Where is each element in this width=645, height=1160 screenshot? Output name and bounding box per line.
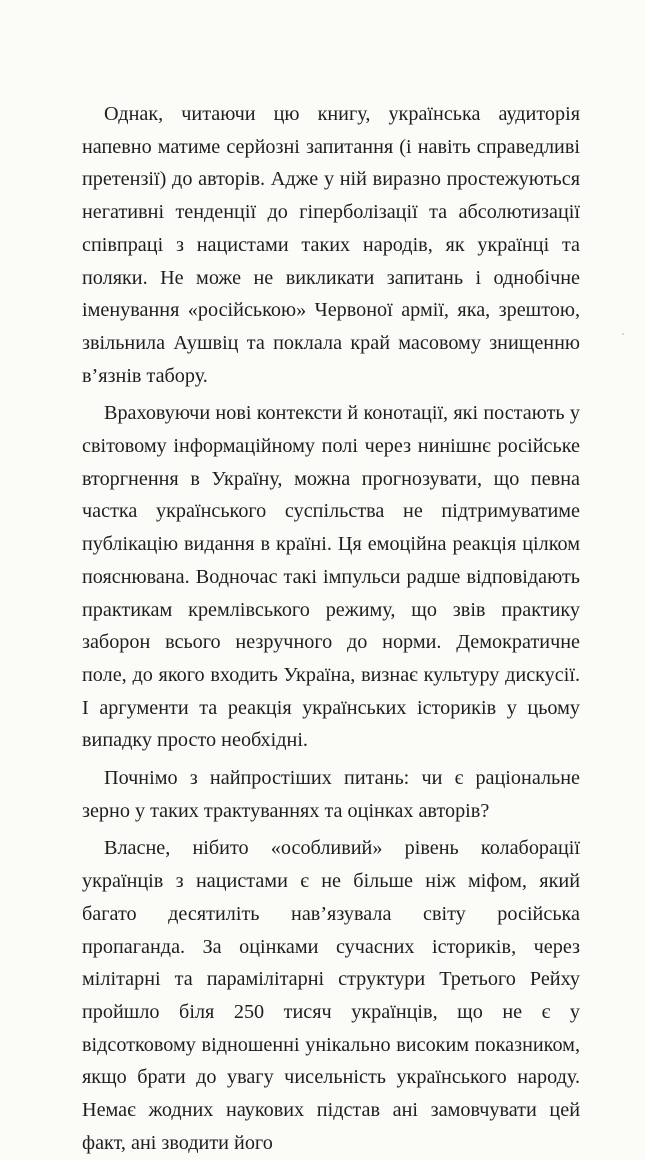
page-speck — [622, 333, 624, 335]
paragraph-1: Однак, читаючи цю книгу, українська аудиторія напевно матиме серйозні запитання (і навіть справедливі претензії) до авторів. Адже у ній виразно простежуються негативні тенденції до гіперболізації та абсолютизації співпраці з нацистами таких народів, як українці та поляки. Не може не викликати запитань і однобічне іменування «російською» Червоної армії, яка, зрештою, звільнила Аушвіц та поклала край масовому знищенню в’язнів табору. — [82, 103, 580, 387]
paragraph-4: Власне, нібито «особливий» рівень колаборації українців з нацистами є не більше ніж міфом, який багато десятиліть нав’язувала світу російська пропаганда. За оцінками сучасних істориків, через мілітарні та парамілітарні структури Третього Рейху пройшло біля 250 тисяч українців, що не є у відсотковому відношенні унікально високим показником, якщо брати до увагу чисельність українського народу. Немає жодних наукових підстав ані замовчувати цей факт, ані зводити його — [82, 837, 580, 1154]
book-page-text — [82, 98, 580, 1160]
paragraph-2: Враховуючи нові контексти й конотації, які постають у світовому інформаційному полі через нинішнє російське вторгнення в Україну, можна прогнозувати, що певна частка українського суспільства не підтримуватиме публікацію видання в країні. Ця емоційна реакція цілком пояснювана. Водночас такі імпульси радше відповідають практикам кремлівського режиму, що звів практику заборон всього незручного до норми. Демократичне поле, до якого входить Україна, визнає культуру дискусії. І аргументи та реакція українських істориків у цьому випадку просто необхідні. — [82, 402, 580, 752]
paragraph-3: Почнімо з найпростіших питань: чи є раціональне зерно у таких трактуваннях та оцінках авторів? — [82, 767, 580, 822]
